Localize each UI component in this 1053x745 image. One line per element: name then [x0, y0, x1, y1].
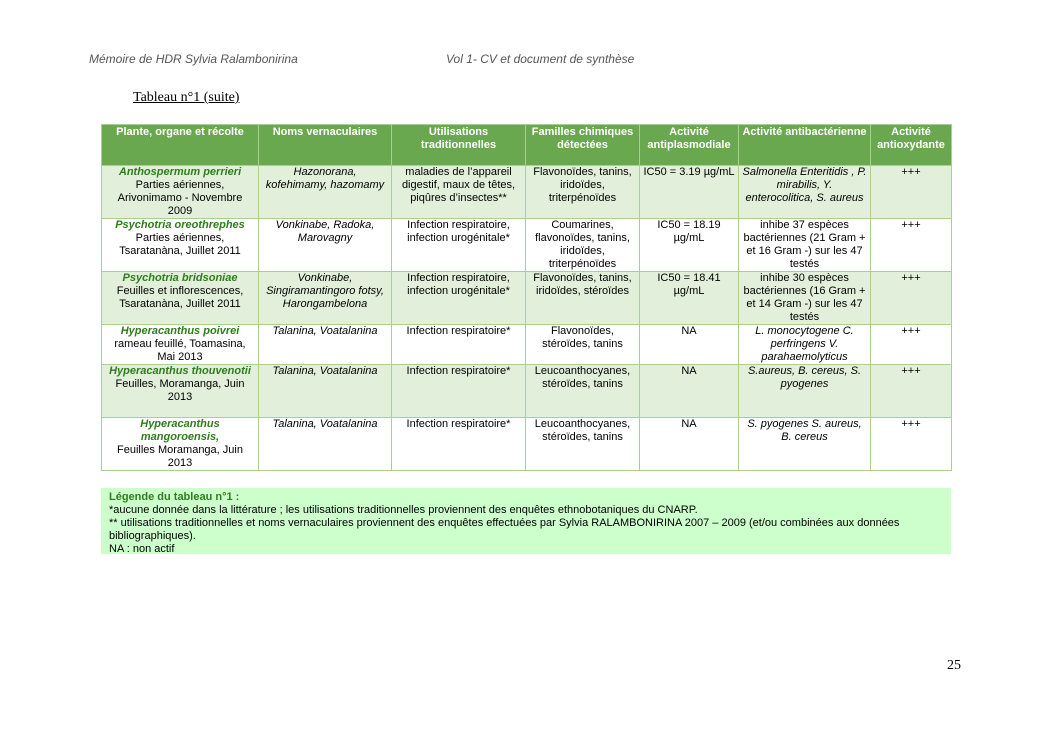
traditional-uses-cell: Infection respiratoire*	[392, 418, 526, 471]
harvest-info: Feuilles Moramanga, Juin 2013	[117, 444, 243, 469]
page-number: 25	[947, 658, 961, 673]
legend-line-2: ** utilisations traditionnelles et noms vernaculaires proviennent des enquêtes effectuées par Sylvia RALAMBONIRINA 2007 – 2009 (et/ou combinées aux données bibliographiques).	[109, 517, 900, 542]
antiplasmodial-cell: NA	[640, 418, 739, 471]
column-header: Noms vernaculaires	[259, 125, 392, 166]
vernacular-names-cell: Talanina, Voatalanina	[259, 325, 392, 365]
harvest-info: Parties aériennes, Arivonimamo - Novembre 2009	[117, 179, 243, 217]
traditional-uses-cell: Infection respiratoire, infection urogénitale*	[392, 272, 526, 325]
plant-name: Hyperacanthus poivrei	[120, 325, 240, 337]
table-header-row	[102, 125, 952, 166]
table-legend	[101, 488, 951, 554]
antiplasmodial-cell: IC50 = 18.41 µg/mL	[640, 272, 739, 325]
antibacterial-cell: inhibe 37 espèces bactériennes (21 Gram + et 16 Gram -) sur les 47 testés	[739, 219, 871, 272]
harvest-info: rameau feuillé, Toamasina, Mai 2013	[114, 338, 246, 363]
chemical-families-cell: Coumarines, flavonoïdes, tanins, iridoïdes, triterpénoïdes	[526, 219, 640, 272]
antiplasmodial-cell: NA	[640, 325, 739, 365]
antioxidant-cell: +++	[871, 166, 952, 219]
chemical-families-cell: Leucoanthocyanes, stéroïdes, tanins	[526, 418, 640, 471]
plant-cell	[102, 166, 259, 219]
vernacular-names-cell: Hazonorana, kofehimamy, hazomamy	[259, 166, 392, 219]
plant-name: Psychotria bridsoniae	[122, 272, 238, 284]
table-row	[102, 325, 952, 365]
chemical-families-cell: Leucoanthocyanes, stéroïdes, tanins	[526, 365, 640, 418]
vernacular-names-cell: Vonkinabe, Singiramantingoro fotsy, Harongambelona	[259, 272, 392, 325]
antiplasmodial-cell: IC50 = 3.19 µg/mL	[640, 166, 739, 219]
antioxidant-cell: +++	[871, 365, 952, 418]
plant-cell	[102, 325, 259, 365]
antiplasmodial-cell: NA	[640, 365, 739, 418]
traditional-uses-cell: Infection respiratoire*	[392, 325, 526, 365]
column-header: Activité antioxydante	[871, 125, 952, 166]
plant-cell	[102, 418, 259, 471]
chemical-families-cell: Flavonoïdes, tanins, iridoïdes, triterpénoïdes	[526, 166, 640, 219]
traditional-uses-cell: maladies de l’appareil digestif, maux de têtes, piqûres d’insectes**	[392, 166, 526, 219]
plant-name: Psychotria oreothrephes	[115, 219, 245, 231]
antioxidant-cell: +++	[871, 219, 952, 272]
table-title: Tableau n°1 (suite)	[133, 90, 240, 105]
running-header-center: Vol 1- CV et document de synthèse	[446, 52, 635, 66]
harvest-info: Feuilles, Moramanga, Juin 2013	[115, 378, 245, 403]
table-row	[102, 365, 952, 418]
antioxidant-cell: +++	[871, 272, 952, 325]
harvest-info: Parties aériennes, Tsaratanàna, Juillet 2011	[119, 232, 241, 257]
plant-name: Anthospermum perrieri	[118, 166, 242, 178]
column-header: Familles chimiques détectées	[526, 125, 640, 166]
legend-title: Légende du tableau n°1 :	[109, 491, 240, 503]
table-row	[102, 219, 952, 272]
column-header: Plante, organe et récolte	[102, 125, 259, 166]
plant-name: Hyperacanthus mangoroensis,	[140, 418, 220, 443]
antioxidant-cell: +++	[871, 325, 952, 365]
plant-cell	[102, 272, 259, 325]
plant-name: Hyperacanthus thouvenotii	[109, 365, 251, 377]
plant-cell	[102, 365, 259, 418]
vernacular-names-cell: Vonkinabe, Radoka, Marovagny	[259, 219, 392, 272]
antibacterial-cell: S. pyogenes S. aureus, B. cereus	[739, 418, 871, 471]
chemical-families-cell: Flavonoïdes, stéroïdes, tanins	[526, 325, 640, 365]
antibacterial-cell: inhibe 30 espèces bactériennes (16 Gram + et 14 Gram -) sur les 47 testés	[739, 272, 871, 325]
traditional-uses-cell: Infection respiratoire, infection urogénitale*	[392, 219, 526, 272]
table-row	[102, 166, 952, 219]
plant-cell	[102, 219, 259, 272]
antiplasmodial-cell: IC50 = 18.19 µg/mL	[640, 219, 739, 272]
plant-activity-table	[101, 124, 952, 471]
running-header-left: Mémoire de HDR Sylvia Ralambonirina	[89, 52, 298, 66]
column-header: Activité antibactérienne	[739, 125, 871, 166]
antibacterial-cell	[739, 166, 871, 219]
table-row	[102, 418, 952, 471]
column-header: Utilisations traditionnelles	[392, 125, 526, 166]
antibacterial-species: Salmonella	[742, 166, 797, 178]
harvest-info: Feuilles et inflorescences, Tsaratanàna, Juillet 2011	[116, 285, 244, 310]
traditional-uses-cell: Infection respiratoire*	[392, 365, 526, 418]
vernacular-names-cell: Talanina, Voatalanina	[259, 365, 392, 418]
vernacular-names-cell: Talanina, Voatalanina	[259, 418, 392, 471]
antioxidant-cell: +++	[871, 418, 952, 471]
table-row	[102, 272, 952, 325]
antibacterial-cell: L. monocytogene C. perfringens V. parahaemolyticus	[739, 325, 871, 365]
antibacterial-text: Enteritidis , P. mirabilis, Y. enterocolitica, S. aureus	[745, 166, 867, 204]
chemical-families-cell: Flavonoïdes, tanins, iridoïdes, stéroïdes	[526, 272, 640, 325]
antibacterial-cell: S.aureus, B. cereus, S. pyogenes	[739, 365, 871, 418]
column-header: Activité antiplasmodiale	[640, 125, 739, 166]
legend-line-1: *aucune donnée dans la littérature ; les utilisations traditionnelles proviennent des enquêtes ethnobotaniques du CNARP.	[109, 504, 698, 516]
legend-line-3: NA : non actif	[109, 543, 175, 555]
